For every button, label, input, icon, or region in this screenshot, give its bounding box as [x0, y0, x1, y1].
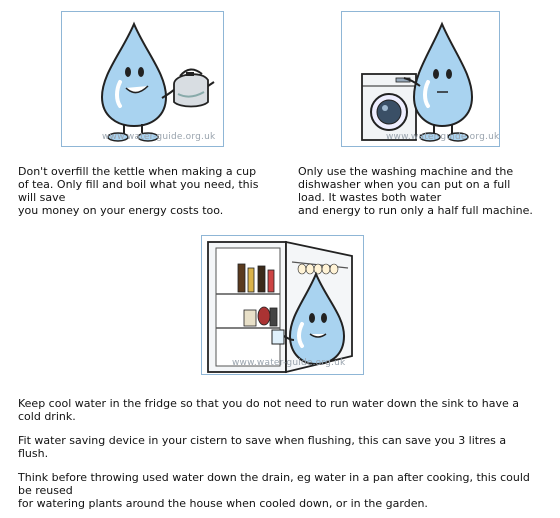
- kettle-drop-illustration: [62, 12, 223, 146]
- watermark-text: www.water-guide.org.uk: [102, 132, 216, 142]
- watermark-text: www.water-guide.org.uk: [232, 358, 346, 368]
- cistern-tip-paragraph: Fit water saving device in your cistern to save when flushing, this can save you 3 litres a flush.: [18, 434, 507, 460]
- washing-machine-tip-text: Only use the washing machine and the dishwasher when you can put on a full load. It wastes both water and energy to run only a half full machine.: [298, 165, 533, 217]
- washing-machine-illustration-frame: [341, 11, 500, 147]
- fridge-illustration-frame: [201, 235, 364, 375]
- watermark-text: www.water-guide.org.uk: [386, 132, 500, 142]
- fridge-tip-paragraph: Keep cool water in the fridge so that you do not need to run water down the sink to have a cold drink.: [18, 397, 519, 423]
- fridge-drop-illustration: [202, 236, 363, 374]
- reuse-water-tip-paragraph: Think before throwing used water down the drain, eg water in a pan after cooking, this could be reused for watering plants around the house when cooled down, or in the garden.: [18, 471, 530, 510]
- kettle-tip-text: Don't overfill the kettle when making a cup of tea. Only fill and boil what you need, this will save you money on your energy costs too.: [18, 165, 259, 217]
- washing-machine-drop-illustration: [342, 12, 499, 146]
- kettle-illustration-frame: [61, 11, 224, 147]
